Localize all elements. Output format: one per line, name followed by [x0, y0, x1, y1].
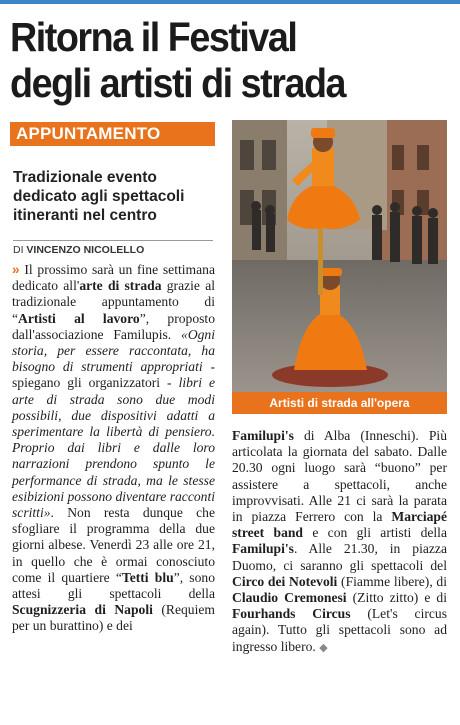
body-bold: Tetti blu	[121, 569, 174, 585]
top-color-rule	[0, 0, 460, 4]
body-column-2	[232, 428, 447, 656]
body-bold: Claudio Cremonesi	[232, 590, 347, 606]
body-bold: Scugnizzeria di Napoli	[12, 602, 153, 618]
article-photo	[232, 120, 447, 392]
body-bold: Fourhands Circus	[232, 606, 351, 622]
byline-prefix: DI	[13, 244, 24, 256]
body-text: . Alle 21.30, in piazza Duomo, ci saranno gli spettacoli del	[232, 541, 447, 573]
body-text: - spiegano gli organizzatori -	[12, 359, 215, 391]
body-quote: «Ogni storia, per essere raccontata, ha bisogno di strumenti appropriati	[12, 326, 215, 375]
body-text: (Fiamme libere), di	[337, 573, 448, 589]
end-marker-icon: ◆	[319, 641, 328, 654]
article-headline	[10, 14, 419, 106]
body-bold: arte di strada	[79, 278, 162, 294]
headline-line-2: degli artisti di strada	[10, 60, 346, 106]
body-bold: Familupi's	[232, 428, 294, 443]
body-text: (Zitto zitto) e di	[346, 590, 447, 606]
body-column-1	[12, 262, 215, 635]
body-text: Il prossimo sarà un fine settimana dedicato all'	[12, 262, 215, 294]
body-bold: Familupi's	[232, 541, 294, 557]
headline-line-1: Ritorna il Festival	[10, 14, 297, 60]
byline	[13, 240, 213, 256]
lead-marker-icon: »	[12, 262, 20, 277]
body-bold: Marciapé street band	[232, 509, 447, 541]
body-text: di Alba (Inneschi). Più articolata la giornata del sabato. Dalle 20.30 ogni luogo sarà “buono” per assistere a spettacoli, anche improvvisati. Alle 21 ci sarà la parata in piazza Ferrero con la	[232, 428, 447, 525]
body-bold: Artisti al lavoro	[18, 310, 140, 326]
body-quote: libri e arte di strada sono due modi possibili, due dispositivi adatti a sperimentare la libertà di pensiero. Proprio dai libri e dalle loro narrazioni prendono spunto le performance di strada, ma le stesse esibizioni possono diventare racconti scritti»	[12, 375, 216, 521]
body-text: ”, proposto dall'associazione Familupis.	[12, 310, 215, 342]
body-text: ”, sono attesi gli spettacoli della	[12, 569, 215, 602]
body-text: e con gli artisti della	[303, 525, 447, 541]
section-kicker: APPUNTAMENTO	[10, 122, 215, 146]
body-text: (Requiem per un burattino) e dei	[12, 602, 215, 634]
photo-caption: Artisti di strada all'opera	[232, 392, 447, 414]
article-subhead: Tradizionale evento dedicato agli spettacoli itineranti nel centro	[13, 169, 185, 224]
body-text: (Let's circus again). Tutto gli spettacoli sono ad ingresso libero.	[232, 606, 447, 654]
body-text: . Non resta dunque che sfogliare il programma della due giorni albese. Venerdì 23 alle ore 21, in quello che è ormai conosciuto come il quartiere “	[12, 505, 215, 585]
body-bold: Circo dei Notevoli	[232, 573, 338, 589]
body-text: grazie al tradizionale appuntamento di “	[12, 278, 216, 326]
byline-author: VINCENZO NICOLELLO	[26, 244, 145, 256]
